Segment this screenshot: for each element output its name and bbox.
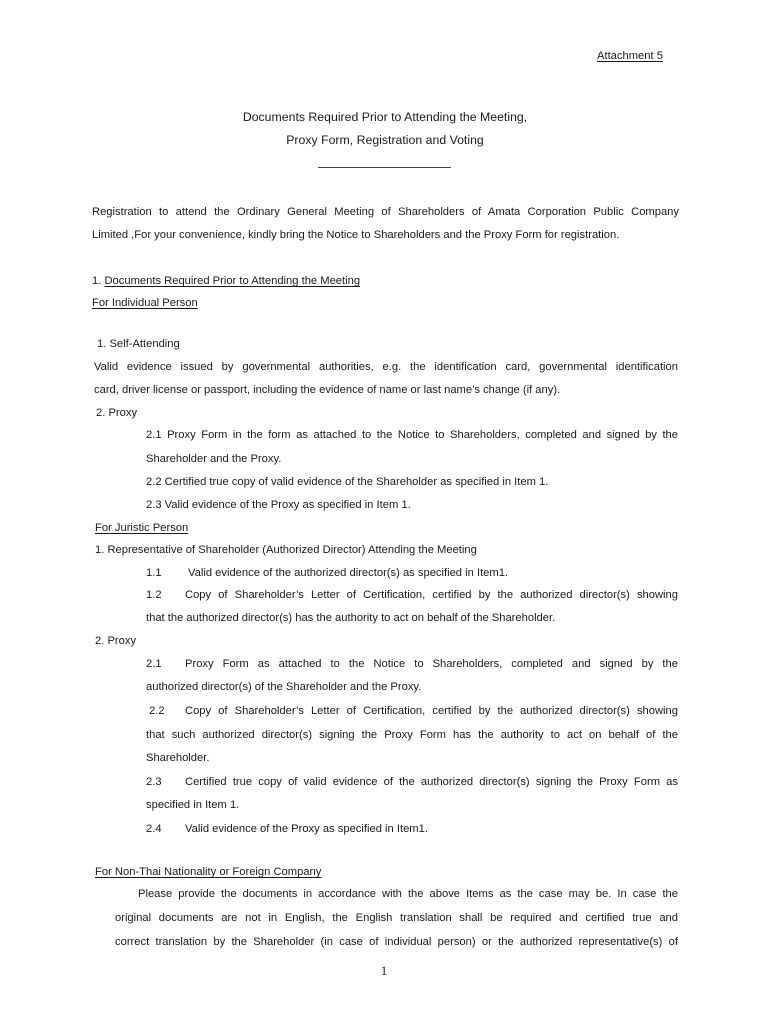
juristic-item-1-2-line-1: Copy of Shareholder’s Letter of Certification, certified by the authorized director(s) showing [185,589,678,601]
juristic-item-2-3-number: 2.3 [146,776,162,788]
juristic-item-2-2-line-3: Shareholder. [146,752,210,764]
juristic-item-2-4: Valid evidence of the Proxy as specified in Item1. [185,823,428,835]
intro-line-2: Limited ,For your convenience, kindly bring the Notice to Shareholders and the Proxy Form for registration. [92,229,620,241]
section-1-title: Documents Required Prior to Attending the Meeting [104,275,361,287]
juristic-item-2-2-line-1: Copy of Shareholder’s Letter of Certification, certified by the authorized director(s) showing [185,705,678,717]
attachment-label: Attachment 5 [597,50,663,62]
juristic-item-2-2-line-2: that such authorized director(s) signing the Proxy Form has the authority to act on behalf of the [146,729,678,741]
proxy-item-2-2: 2.2 Certified true copy of valid evidence of the Shareholder as specified in Item 1. [146,476,549,488]
juristic-item-2-3-line-1: Certified true copy of valid evidence of the authorized director(s) signing the Proxy Form as [185,776,678,788]
title-line-2: Proxy Form, Registration and Voting [286,133,484,147]
juristic-person-heading: For Juristic Person [95,522,189,534]
self-attending-heading: 1. Self-Attending [97,338,180,350]
proxy-heading: 2. Proxy [96,407,138,419]
intro-line-1: Registration to attend the Ordinary General Meeting of Shareholders of Amata Corporation Public Company [92,206,679,218]
juristic-item-2-3-line-2: specified in Item 1. [146,799,240,811]
juristic-item-2-1-line-1: Proxy Form as attached to the Notice to Shareholders, completed and signed by the [185,658,678,670]
title-line-1: Documents Required Prior to Attending the Meeting, [242,110,528,124]
foreign-heading: For Non-Thai Nationality or Foreign Company [95,866,322,878]
individual-person-heading: For Individual Person [92,297,198,309]
proxy-item-2-1-line-2: Shareholder and the Proxy. [146,453,282,465]
juristic-item-2-4-number: 2.4 [146,823,162,835]
foreign-text-1: Please provide the documents in accordance with the above Items as the case may be. In case the [138,888,678,900]
foreign-text-2: original documents are not in English, the English translation shall be required and certified true and [115,912,678,924]
self-attending-text-1: Valid evidence issued by governmental authorities, e.g. the identification card, governmental identification [94,361,678,373]
juristic-item-2-1-line-2: authorized director(s) of the Shareholder and the Proxy. [146,681,422,693]
proxy-item-2-3: 2.3 Valid evidence of the Proxy as specified in Item 1. [146,499,411,511]
juristic-item-2-1-number: 2.1 [146,658,162,670]
page-number: 1 [380,963,388,978]
juristic-proxy-heading: 2. Proxy [95,635,137,647]
juristic-item-1-2-line-2: that the authorized director(s) has the authority to act on behalf of the Shareholder. [146,612,556,624]
juristic-item-2-2-number: 2.2 [149,705,165,717]
juristic-item-1-2-number: 1.2 [146,589,162,601]
representative-heading: 1. Representative of Shareholder (Authorized Director) Attending the Meeting [95,544,477,556]
proxy-item-2-1-line-1: 2.1 Proxy Form in the form as attached to the Notice to Shareholders, completed and signed by the [146,429,678,441]
section-1-heading [92,274,360,288]
title-separator [318,167,451,168]
juristic-item-1-1: Valid evidence of the authorized director(s) as specified in Item1. [188,567,509,579]
section-1-number: 1. [92,275,105,287]
self-attending-text-2: card, driver license or passport, including the evidence of name or last name’s change (if any). [94,384,561,396]
foreign-text-3: correct translation by the Shareholder (in case of individual person) or the authorized representative(s) of [115,936,678,948]
juristic-item-1-1-number: 1.1 [146,567,162,579]
